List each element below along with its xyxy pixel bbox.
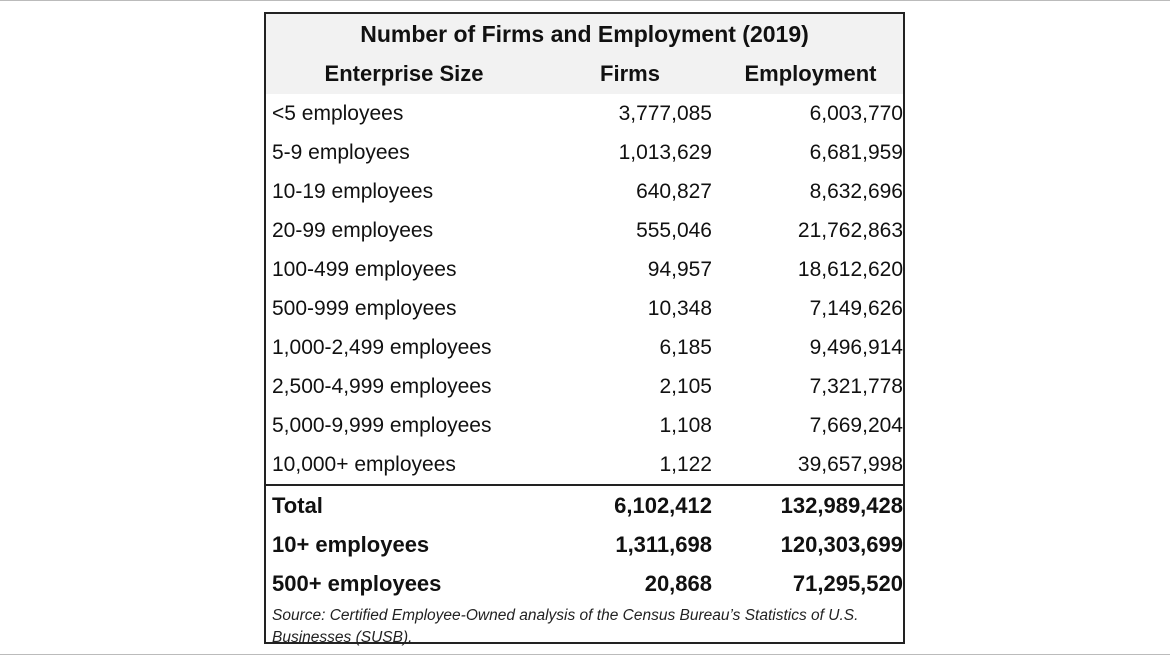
total-employment-value: 132,989,428	[780, 493, 903, 518]
totals-section	[266, 484, 903, 603]
total-row	[266, 564, 903, 603]
total-row	[266, 525, 903, 564]
employment-value: 7,321,778	[809, 375, 903, 398]
row-label: <5 employees	[272, 102, 404, 125]
firms-value: 2,105	[659, 375, 712, 398]
row-label: 10-19 employees	[272, 180, 434, 203]
employment-value: 21,762,863	[797, 219, 903, 242]
total-employment-value: 71,295,520	[792, 571, 903, 596]
table-row	[266, 94, 903, 133]
column-header-row	[266, 54, 903, 94]
table-row	[266, 406, 903, 445]
column-header-enterprise-size: Enterprise Size	[324, 61, 484, 86]
source-note: Source: Certified Employee-Owned analysis of the Census Bureau’s Statistics of U.S. Businesses (SUSB).	[272, 607, 859, 646]
row-label: 10,000+ employees	[272, 453, 456, 476]
row-label: 100-499 employees	[272, 258, 457, 281]
firms-value: 6,185	[659, 336, 712, 359]
firms-value: 10,348	[647, 297, 712, 320]
firms-value: 640,827	[636, 180, 712, 203]
row-label: 5-9 employees	[272, 141, 410, 164]
firms-value: 555,046	[636, 219, 712, 242]
table-row	[266, 211, 903, 250]
table-row	[266, 250, 903, 289]
total-firms-value: 20,868	[644, 571, 712, 596]
employment-value: 39,657,998	[797, 453, 903, 476]
row-label: 20-99 employees	[272, 219, 434, 242]
table-row	[266, 133, 903, 172]
row-label: 5,000-9,999 employees	[272, 414, 492, 437]
table-row	[266, 328, 903, 367]
table-row	[266, 172, 903, 211]
employment-value: 7,669,204	[809, 414, 903, 437]
firms-value: 3,777,085	[618, 102, 712, 125]
table-row	[266, 289, 903, 328]
firms-value: 1,013,629	[618, 141, 712, 164]
total-firms-value: 1,311,698	[615, 532, 712, 557]
table-body	[266, 94, 903, 484]
total-label: 500+ employees	[272, 571, 442, 596]
row-label: 1,000-2,499 employees	[272, 336, 492, 359]
total-employment-value: 120,303,699	[780, 532, 903, 557]
employment-value: 18,612,620	[797, 258, 903, 281]
firms-employment-table	[264, 12, 905, 644]
firms-value: 1,108	[659, 414, 712, 437]
total-firms-value: 6,102,412	[614, 493, 712, 518]
total-label: Total	[272, 493, 323, 518]
employment-value: 7,149,626	[809, 297, 903, 320]
table-row	[266, 445, 903, 484]
table-row	[266, 367, 903, 406]
total-row	[266, 486, 903, 525]
firms-value: 94,957	[647, 258, 712, 281]
total-label: 10+ employees	[272, 532, 430, 557]
employment-value: 6,681,959	[809, 141, 903, 164]
row-label: 500-999 employees	[272, 297, 457, 320]
employment-value: 9,496,914	[809, 336, 903, 359]
column-header-employment: Employment	[744, 61, 877, 86]
table-header	[266, 14, 903, 94]
table-title: Number of Firms and Employment (2019)	[360, 21, 809, 47]
column-header-firms: Firms	[600, 61, 660, 86]
row-label: 2,500-4,999 employees	[272, 375, 492, 398]
employment-value: 6,003,770	[809, 102, 903, 125]
firms-value: 1,122	[659, 453, 712, 476]
employment-value: 8,632,696	[809, 180, 903, 203]
